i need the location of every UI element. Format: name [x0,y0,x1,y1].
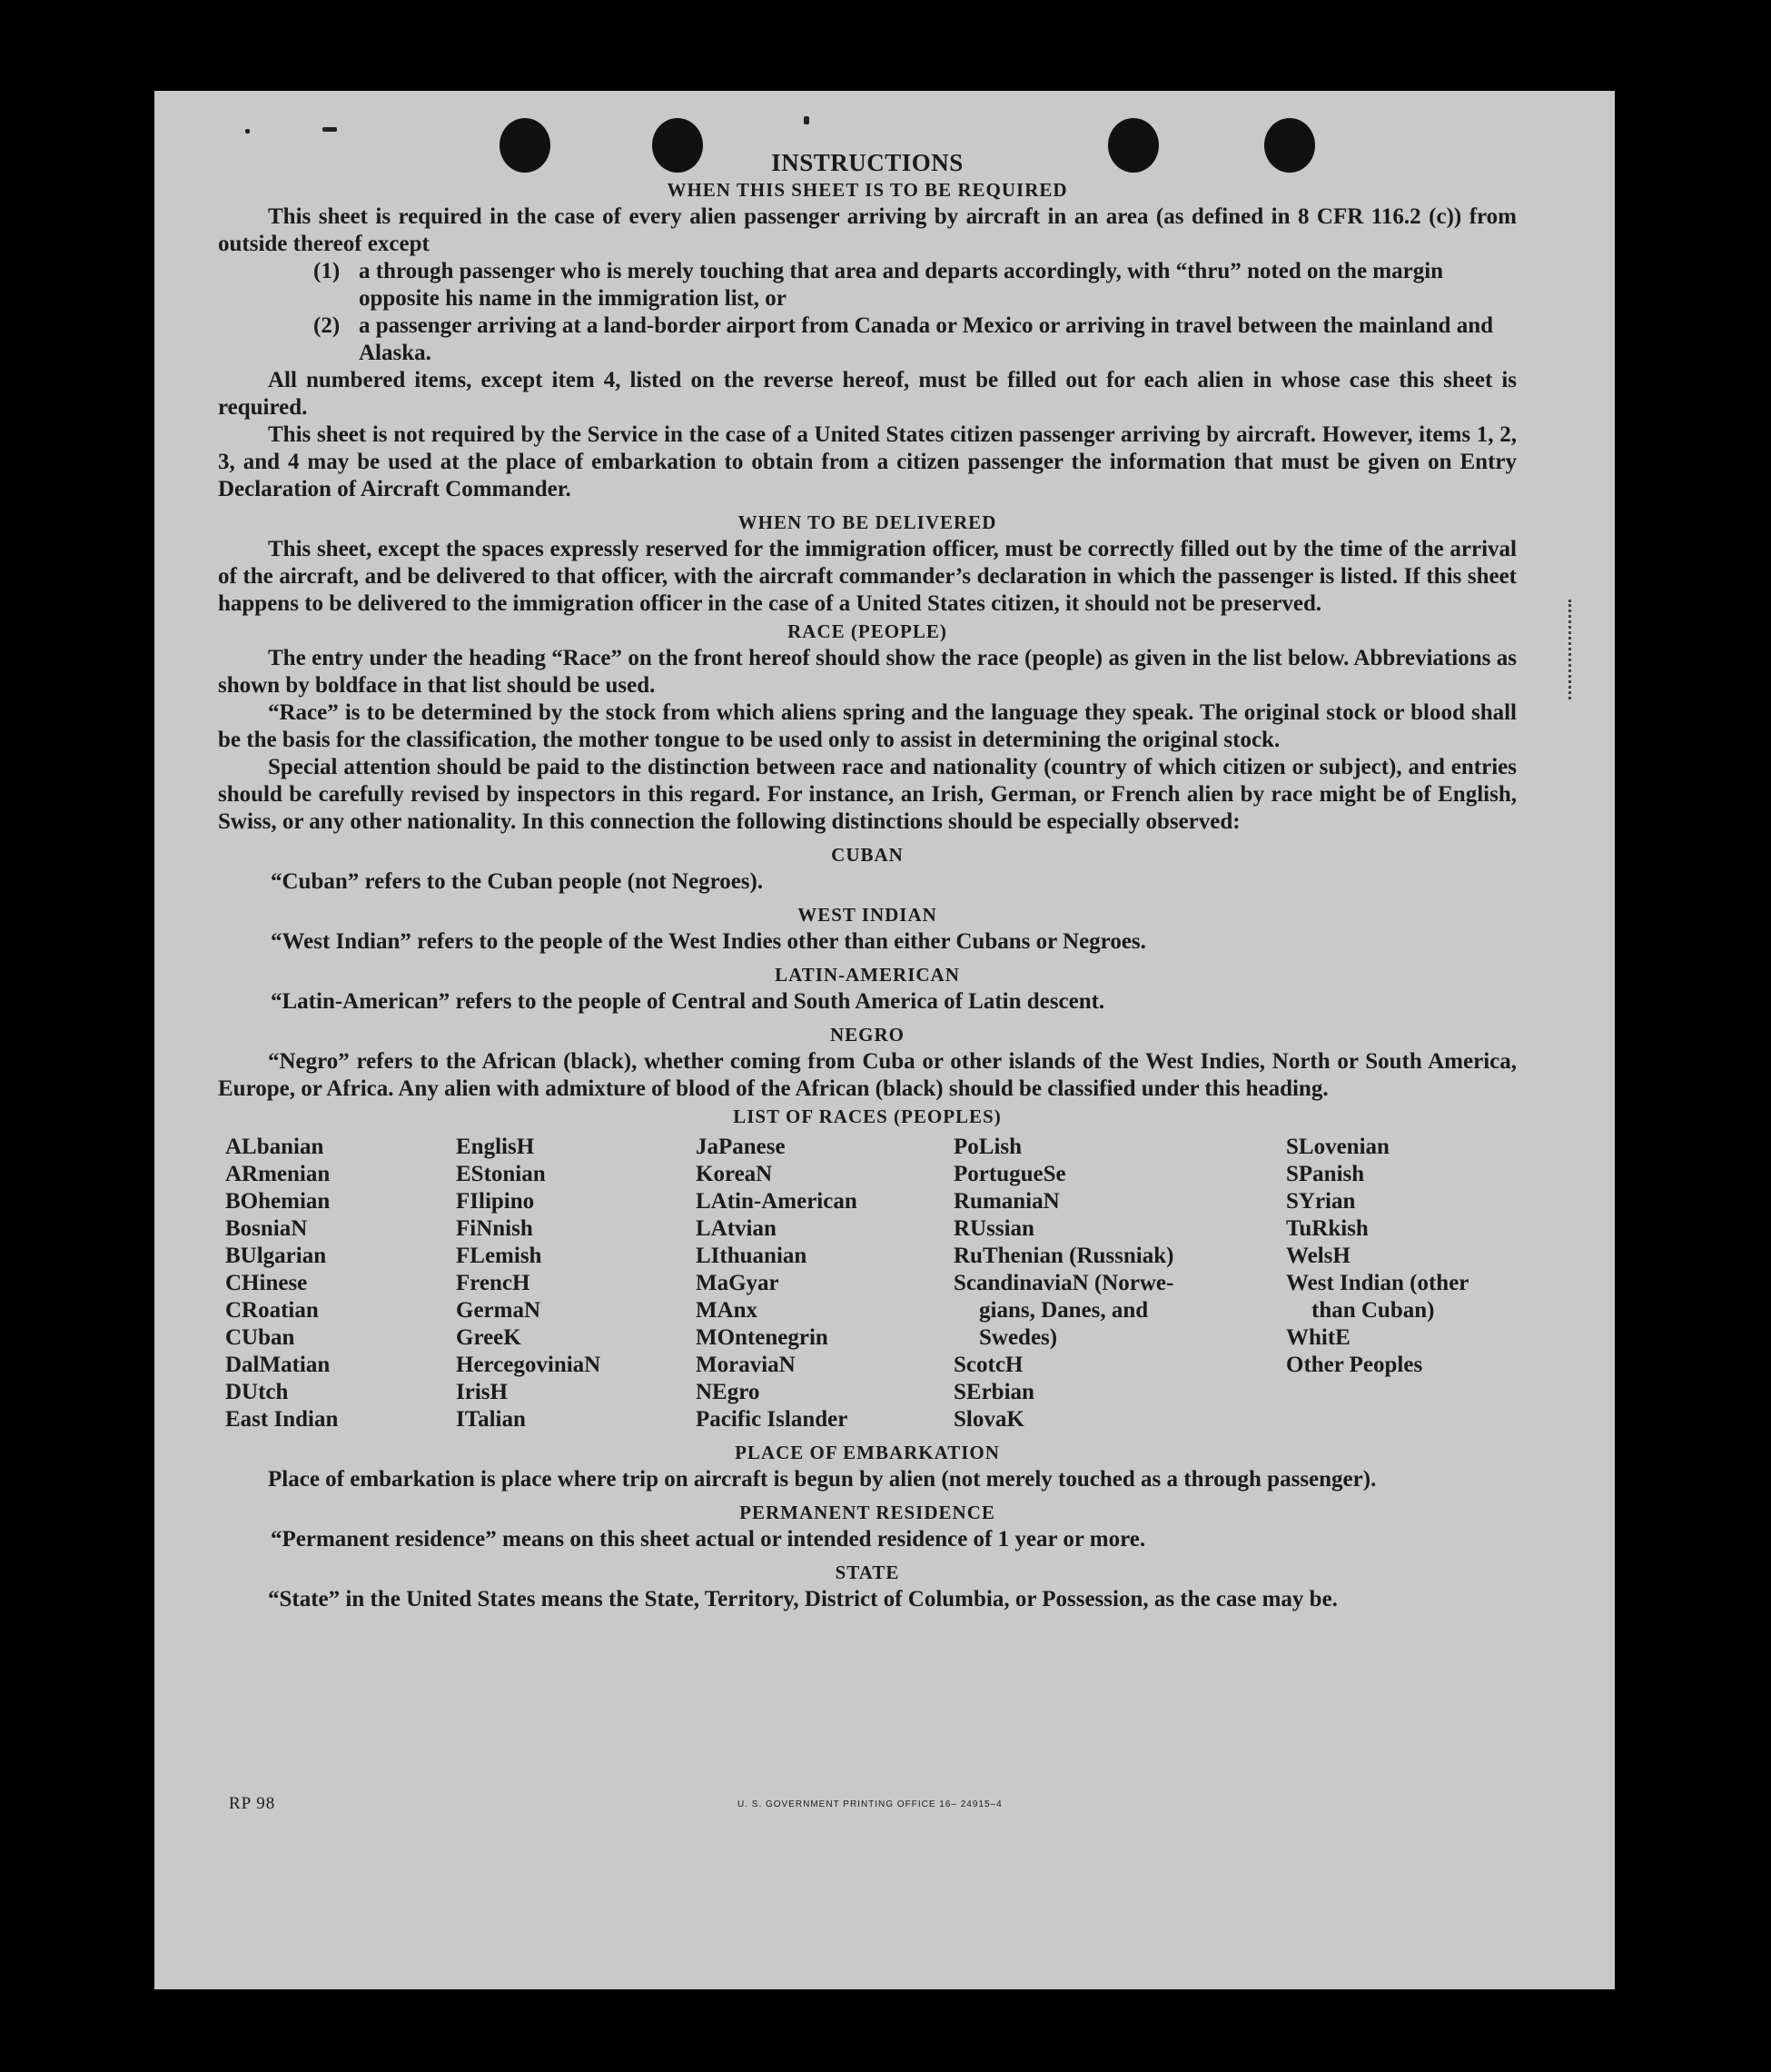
item-text: a through passenger who is merely touching that area and departs accordingly, with “thru” noted on the margin opposite his name in the immigration list, or [359,259,1444,311]
section-heading-cuban: CUBAN [831,844,904,866]
state-paragraph: “State” in the United States means the State, Territory, District of Columbia, or Possession, as the case may be. [268,1587,1338,1611]
race-entry: PortugueSe [954,1162,1066,1186]
negro-definition: “Negro” refers to the African (black), whether coming from Cuba or other islands of the West Indies, North or South America, Europe, or Africa. Any alien with admixture of blood of the African (black) should be classified under this heading. [218,1049,1517,1101]
latin-american-definition: “Latin-American” refers to the people of Central and South America of Latin descent. [271,989,1105,1014]
race-entry: RUssian [954,1216,1034,1241]
race-entry: SLovenian [1286,1135,1390,1159]
instructions-text [218,149,1517,1613]
race-entry: HercegoviniaN [456,1353,601,1377]
race-entry: ALbanian [225,1135,324,1159]
race-entry: MaGyar [696,1271,779,1295]
ink-speck [322,127,337,132]
race-entry: BUlgarian [225,1244,327,1268]
race-entry: RumaniaN [954,1189,1060,1214]
margin-mark [1568,600,1588,699]
race-entry: CUban [225,1325,295,1350]
form-number: RP 98 [229,1794,276,1813]
section-heading-races-list: LIST OF RACES (PEOPLES) [733,1105,1002,1127]
race-entry: West Indian (other [1286,1271,1469,1295]
race-entry: CHinese [225,1271,308,1295]
item-number: (1) [313,259,341,283]
race-entry: WhitE [1286,1325,1351,1350]
race-entry: FrencH [456,1271,530,1295]
embarkation-paragraph: Place of embarkation is place where trip on aircraft is begun by alien (not merely touched as a through passenger). [268,1467,1377,1492]
race-entry: EStonian [456,1162,546,1186]
race-entry: BOhemian [225,1189,331,1214]
race-entry: IrisH [456,1380,508,1404]
race-entry: TuRkish [1286,1216,1369,1241]
section-heading-delivered: WHEN TO BE DELIVERED [737,511,997,533]
race-entry: MoraviaN [696,1353,796,1377]
race-entry: East Indian [225,1407,339,1432]
race-entry: LAtin-American [696,1189,857,1214]
race-entry: MOntenegrin [696,1325,828,1350]
citizen-paragraph: This sheet is not required by the Service in the case of a United States citizen passenger arriving by aircraft. However, items 1, 2, 3, and 4 may be used at the place of embarkation to obtain from a citizen passenger the information that must be given on Entry Declaration of Aircraft Commander. [218,422,1517,501]
race-entry: RuThenian (Russniak) [954,1244,1174,1268]
race-entry: SlovaK [954,1407,1024,1432]
race-entry: DalMatian [225,1353,331,1377]
race-entry: DUtch [225,1380,289,1404]
race-entry: ITalian [456,1407,526,1432]
race-entry: LIthuanian [696,1244,807,1268]
exception-item [313,258,1517,312]
delivered-paragraph: This sheet, except the spaces expressly reserved for the immigration officer, must be correctly filled out by the time of the arrival of the aircraft, and be delivered to that officer, with the aircraft commander’s declaration in which the passenger is listed. If this sheet happens to be delivered to the immigration officer in the case of a United States citizen, it should not be preserved. [218,537,1517,616]
ink-speck [245,129,250,134]
race-entry: ARmenian [225,1162,331,1186]
races-column [1286,1134,1513,1433]
race-entry: KoreaN [696,1162,773,1186]
cuban-definition: “Cuban” refers to the Cuban people (not Negroes). [271,869,764,894]
race-paragraph: The entry under the heading “Race” on the front hereof should show the race (people) as given in the list below. Abbreviations as shown by boldface in that list should be used. [218,646,1517,698]
section-heading-embarkation: PLACE OF EMBARKATION [735,1442,1000,1463]
numbered-items-paragraph: All numbered items, except item 4, listed on the reverse hereof, must be filled out for each alien in whose case this sheet is required. [218,368,1517,420]
race-entry: FIlipino [456,1189,535,1214]
races-column [456,1134,696,1433]
race-entry: SErbian [954,1380,1034,1404]
races-column [225,1134,456,1433]
footer [229,1794,1528,1821]
race-paragraph: Special attention should be paid to the distinction between race and nationality (country of which citizen or subject), and entries should be carefully revised by inspectors in this regard. For instance, an Irish, German, or French alien by race might be of English, Swiss, or any other nationality. In this connection the following distinctions should be especially observed: [218,755,1517,834]
race-paragraph: “Race” is to be determined by the stock from which aliens spring and the language they speak. The original stock or blood shall be the basis for the classification, the mother tongue to be used only to assist in determining the original stock. [218,700,1517,752]
race-entry: GreeK [456,1325,521,1350]
exception-item [313,312,1517,367]
race-entry: NEgro [696,1380,760,1404]
section-heading-negro: NEGRO [829,1024,905,1046]
race-entry-continued: Swedes) [979,1325,1058,1350]
page-title: INSTRUCTIONS [771,149,964,176]
race-entry-continued: gians, Danes, and [979,1298,1149,1323]
race-entry: SYrian [1286,1189,1356,1214]
race-entry: PoLish [954,1135,1023,1159]
race-entry: Other Peoples [1286,1353,1423,1377]
races-list [225,1134,1517,1433]
race-entry: BosniaN [225,1216,308,1241]
race-entry: WelsH [1286,1244,1351,1268]
races-column [954,1134,1286,1433]
residence-paragraph: “Permanent residence” means on this sheet actual or intended residence of 1 year or more. [271,1527,1146,1552]
section-heading-race: RACE (PEOPLE) [787,620,947,642]
required-paragraph: This sheet is required in the case of every alien passenger arriving by aircraft in an area (as defined in 8 CFR 116.2 (c)) from outside thereof except [218,204,1517,256]
race-entry: MAnx [696,1298,758,1323]
item-number: (2) [313,313,341,338]
document-page [154,91,1615,1989]
race-entry: Pacific Islander [696,1407,848,1432]
race-entry: FiNnish [456,1216,533,1241]
race-entry: SPanish [1286,1162,1365,1186]
race-entry: EnglisH [456,1135,535,1159]
section-heading-west-indian: WEST INDIAN [797,904,937,926]
ink-speck [804,116,809,124]
west-indian-definition: “West Indian” refers to the people of the West Indies other than either Cubans or Negroes. [271,929,1146,954]
races-column [696,1134,954,1433]
race-entry: GermaN [456,1298,541,1323]
printer-imprint: U. S. GOVERNMENT PRINTING OFFICE 16– 24915–4 [737,1799,1003,1809]
section-heading-required: WHEN THIS SHEET IS TO BE REQUIRED [667,179,1068,201]
race-entry-continued: than Cuban) [1311,1298,1435,1323]
race-entry: ScotcH [954,1353,1024,1377]
section-heading-latin-american: LATIN-AMERICAN [775,964,960,986]
race-entry: JaPanese [696,1135,786,1159]
race-entry: ScandinaviaN (Norwe- [954,1271,1174,1295]
race-entry: FLemish [456,1244,542,1268]
race-entry: CRoatian [225,1298,319,1323]
race-entry: LAtvian [696,1216,777,1241]
section-heading-state: STATE [835,1561,900,1583]
item-text: a passenger arriving at a land-border airport from Canada or Mexico or arriving in travel between the mainland and Alaska. [359,313,1494,365]
section-heading-residence: PERMANENT RESIDENCE [739,1502,995,1523]
